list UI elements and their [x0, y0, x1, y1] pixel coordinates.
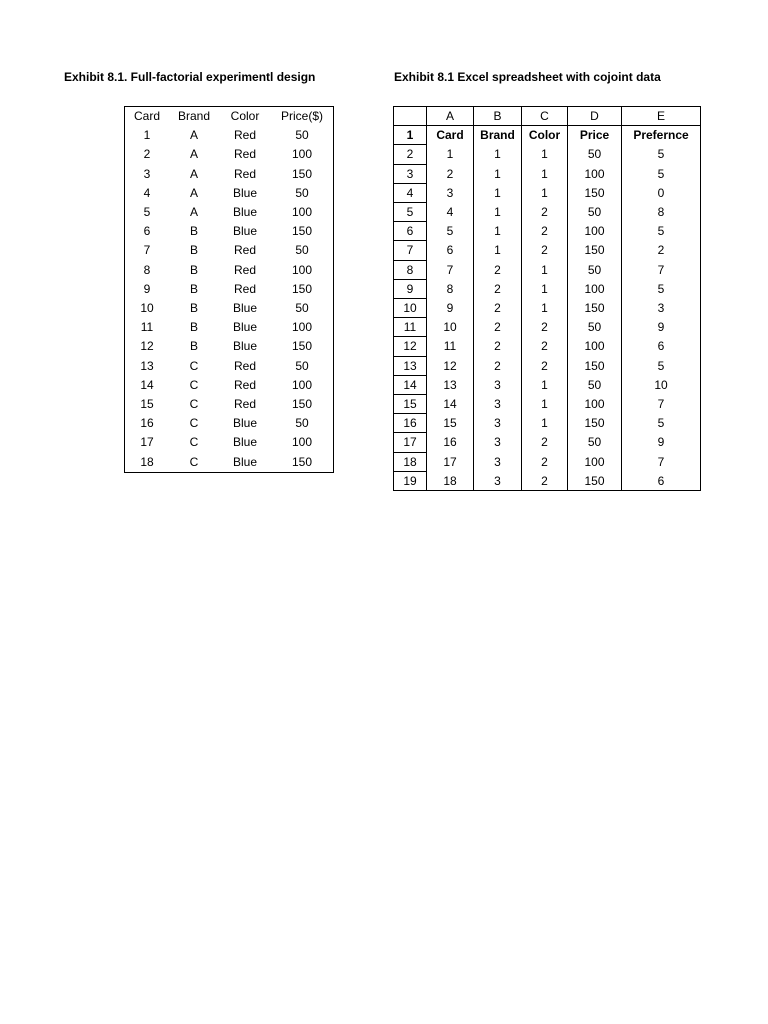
spreadsheet-cell: 11: [427, 337, 474, 356]
table-row: [125, 165, 334, 184]
spreadsheet-cell: 150: [568, 183, 622, 202]
row-number: 12: [394, 337, 427, 356]
table-cell: 11: [140, 320, 154, 335]
table-cell: 150: [291, 397, 313, 412]
table-cell: 3: [143, 166, 151, 181]
spreadsheet-cell: 12: [427, 356, 474, 375]
spreadsheet-row: [394, 318, 701, 337]
spreadsheet-cell: 50: [568, 433, 622, 452]
table-cell: Blue: [232, 185, 258, 200]
spreadsheet-row: [394, 260, 701, 279]
spreadsheet-cell: 5: [622, 279, 701, 298]
column-letter: C: [522, 107, 568, 126]
table-cell: C: [189, 454, 199, 469]
table-row: [125, 126, 334, 145]
spreadsheet-cell: 1: [474, 183, 522, 202]
table-cell: 150: [291, 454, 313, 469]
spreadsheet-row: [394, 183, 701, 202]
table-cell: Red: [233, 358, 256, 373]
table-header-row: [125, 107, 334, 127]
table-cell: Red: [233, 166, 256, 181]
spreadsheet-cell: 5: [622, 145, 701, 164]
table-row: [125, 357, 334, 376]
table-cell: Red: [233, 281, 256, 296]
spreadsheet-cell: 15: [427, 414, 474, 433]
table-cell: C: [189, 397, 199, 412]
column-letter: A: [427, 107, 474, 126]
spreadsheet-cell: Card: [427, 126, 474, 145]
spreadsheet-cell: 3: [474, 452, 522, 471]
spreadsheet-cell: 1: [427, 145, 474, 164]
table-row: [125, 376, 334, 395]
spreadsheet-cell: 150: [568, 356, 622, 375]
table-row: [125, 280, 334, 299]
spreadsheet-cell: 150: [568, 471, 622, 490]
table-cell: C: [189, 358, 199, 373]
spreadsheet-row: [394, 299, 701, 318]
table-cell: B: [189, 281, 198, 296]
table-cell: B: [189, 339, 198, 354]
row-number: 8: [394, 260, 427, 279]
column-letter: D: [568, 107, 622, 126]
spreadsheet-row: [394, 164, 701, 183]
spreadsheet-cell: 3: [427, 183, 474, 202]
table-row: [125, 414, 334, 433]
spreadsheet-row: [394, 203, 701, 222]
spreadsheet-cell: 6: [622, 471, 701, 490]
table-cell: Red: [233, 377, 256, 392]
spreadsheet-cell: 8: [622, 203, 701, 222]
table-cell: B: [189, 262, 198, 277]
column-header: Price($): [280, 109, 323, 123]
row-number: 5: [394, 203, 427, 222]
spreadsheet-cell: 14: [427, 395, 474, 414]
spreadsheet-cell: 5: [622, 164, 701, 183]
spreadsheet-cell: 2: [522, 337, 568, 356]
row-number: 11: [394, 318, 427, 337]
spreadsheet-cell: 2: [522, 452, 568, 471]
table-cell: A: [189, 205, 198, 220]
spreadsheet-cell: 1: [522, 164, 568, 183]
spreadsheet-table: [393, 106, 701, 491]
table-cell: 10: [140, 301, 154, 316]
spreadsheet-cell: 2: [522, 356, 568, 375]
spreadsheet-cell: 100: [568, 337, 622, 356]
table-cell: 100: [291, 320, 313, 335]
spreadsheet-cell: 2: [474, 356, 522, 375]
spreadsheet-row: [394, 356, 701, 375]
spreadsheet-cell: 0: [622, 183, 701, 202]
spreadsheet-cell: 1: [522, 299, 568, 318]
table-row: [125, 337, 334, 356]
row-number: 13: [394, 356, 427, 375]
spreadsheet-cell: 4: [427, 203, 474, 222]
spreadsheet-row: [394, 395, 701, 414]
spreadsheet-cell: 5: [427, 222, 474, 241]
row-number: 10: [394, 299, 427, 318]
row-number: 15: [394, 395, 427, 414]
spreadsheet-cell: Prefernce: [622, 126, 701, 145]
spreadsheet-row: [394, 375, 701, 394]
spreadsheet-cell: 1: [522, 145, 568, 164]
spreadsheet-cell: 2: [522, 222, 568, 241]
spreadsheet-row: [394, 452, 701, 471]
spreadsheet-cell: 3: [622, 299, 701, 318]
table-cell: Blue: [232, 454, 258, 469]
table-row: [125, 145, 334, 164]
spreadsheet-cell: 2: [474, 318, 522, 337]
table-cell: Blue: [232, 320, 258, 335]
table-cell: Red: [233, 243, 256, 258]
spreadsheet-cell: 3: [474, 471, 522, 490]
table-cell: 16: [140, 416, 154, 431]
spreadsheet-cell: 16: [427, 433, 474, 452]
table-row: [125, 261, 334, 280]
table-cell: 5: [143, 205, 151, 220]
spreadsheet-row: [394, 279, 701, 298]
table-cell: 50: [295, 128, 309, 143]
table-cell: B: [189, 224, 198, 239]
table-cell: B: [189, 301, 198, 316]
spreadsheet-cell: 1: [522, 414, 568, 433]
spreadsheet-cell: 2: [474, 279, 522, 298]
row-number: 1: [394, 126, 427, 145]
spreadsheet-row: [394, 471, 701, 490]
spreadsheet-header-row: [394, 126, 701, 145]
table-cell: Blue: [232, 435, 258, 450]
table-cell: 50: [295, 185, 309, 200]
spreadsheet-cell: 1: [522, 279, 568, 298]
spreadsheet-row: [394, 414, 701, 433]
spreadsheet-cell: 50: [568, 260, 622, 279]
table-cell: Blue: [232, 339, 258, 354]
table-cell: 150: [291, 281, 313, 296]
row-number: 7: [394, 241, 427, 260]
row-number: 19: [394, 471, 427, 490]
spreadsheet-cell: Brand: [474, 126, 522, 145]
table-cell: Red: [233, 128, 256, 143]
table-cell: 150: [291, 166, 313, 181]
spreadsheet-cell: 1: [522, 375, 568, 394]
spreadsheet-cell: 17: [427, 452, 474, 471]
table-cell: 6: [143, 224, 151, 239]
spreadsheet-cell: 9: [622, 433, 701, 452]
table-cell: Blue: [232, 301, 258, 316]
spreadsheet-cell: 100: [568, 395, 622, 414]
table-row: [125, 222, 334, 241]
row-number: 6: [394, 222, 427, 241]
table-cell: 100: [291, 435, 313, 450]
table-row: [125, 318, 334, 337]
spreadsheet-cell: 100: [568, 222, 622, 241]
spreadsheet-cell: 18: [427, 471, 474, 490]
spreadsheet-cell: 1: [474, 222, 522, 241]
table-cell: B: [189, 320, 198, 335]
table-cell: 2: [143, 147, 151, 162]
exhibit-title-factorial: Exhibit 8.1. Full-factorial experimentl design: [64, 70, 316, 84]
table-row: [125, 184, 334, 203]
table-row: [125, 203, 334, 222]
table-cell: A: [189, 147, 198, 162]
table-cell: Blue: [232, 224, 258, 239]
spreadsheet-cell: 1: [474, 145, 522, 164]
table-cell: 8: [143, 262, 151, 277]
table-row: [125, 433, 334, 452]
row-number: 16: [394, 414, 427, 433]
table-row: [125, 453, 334, 473]
spreadsheet-cell: 2: [474, 260, 522, 279]
table-cell: 18: [140, 454, 154, 469]
table-cell: 100: [291, 262, 313, 277]
spreadsheet-cell: 50: [568, 375, 622, 394]
table-cell: 4: [143, 185, 151, 200]
table-cell: 50: [295, 416, 309, 431]
spreadsheet-cell: 50: [568, 145, 622, 164]
spreadsheet-cell: 1: [522, 260, 568, 279]
table-cell: Red: [233, 147, 256, 162]
table-cell: Blue: [232, 205, 258, 220]
spreadsheet-cell: 150: [568, 241, 622, 260]
spreadsheet-cell: 150: [568, 299, 622, 318]
table-cell: C: [189, 435, 199, 450]
table-cell: Red: [233, 262, 256, 277]
row-number: 14: [394, 375, 427, 394]
row-number: 9: [394, 279, 427, 298]
table-cell: B: [189, 243, 198, 258]
spreadsheet-cell: 6: [622, 337, 701, 356]
table-cell: 150: [291, 339, 313, 354]
table-cell: Blue: [232, 416, 258, 431]
spreadsheet-cell: 2: [522, 471, 568, 490]
spreadsheet-cell: 2: [474, 299, 522, 318]
spreadsheet-cell: 10: [427, 318, 474, 337]
spreadsheet-cell: 150: [568, 414, 622, 433]
spreadsheet-cell: Price: [568, 126, 622, 145]
spreadsheet-cell: 2: [522, 433, 568, 452]
table-cell: Red: [233, 397, 256, 412]
table-row: [125, 395, 334, 414]
spreadsheet-cell: 2: [427, 164, 474, 183]
table-row: [125, 241, 334, 260]
table-cell: 100: [291, 205, 313, 220]
spreadsheet-cell: 1: [522, 183, 568, 202]
column-header: Brand: [177, 109, 211, 123]
row-number: 4: [394, 183, 427, 202]
exhibit-title-spreadsheet: Exhibit 8.1 Excel spreadsheet with cojoint data: [394, 70, 661, 84]
spreadsheet-row: [394, 241, 701, 260]
table-cell: 50: [295, 358, 309, 373]
spreadsheet-cell: Color: [522, 126, 568, 145]
table-cell: 100: [291, 377, 313, 392]
table-cell: 1: [143, 128, 151, 143]
spreadsheet-cell: 1: [474, 164, 522, 183]
spreadsheet-cell: 7: [622, 260, 701, 279]
spreadsheet-cell: 2: [522, 241, 568, 260]
table-cell: C: [189, 416, 199, 431]
table-cell: 150: [291, 224, 313, 239]
spreadsheet-cell: 7: [622, 452, 701, 471]
spreadsheet-cell: 7: [427, 260, 474, 279]
spreadsheet-cell: 3: [474, 433, 522, 452]
spreadsheet-cell: 100: [568, 452, 622, 471]
corner-cell: [394, 107, 427, 126]
spreadsheet-cell: 13: [427, 375, 474, 394]
table-cell: 50: [295, 301, 309, 316]
spreadsheet-cell: 9: [427, 299, 474, 318]
spreadsheet-row: [394, 145, 701, 164]
spreadsheet-cell: 6: [427, 241, 474, 260]
spreadsheet-row: [394, 337, 701, 356]
table-cell: 15: [140, 397, 154, 412]
spreadsheet-cell: 7: [622, 395, 701, 414]
table-cell: A: [189, 166, 198, 181]
spreadsheet-cell: 9: [622, 318, 701, 337]
table-cell: 12: [140, 339, 154, 354]
column-letter: E: [622, 107, 701, 126]
spreadsheet-cell: 1: [474, 241, 522, 260]
spreadsheet-cell: 1: [474, 203, 522, 222]
spreadsheet-cell: 2: [522, 318, 568, 337]
table-cell: C: [189, 377, 199, 392]
row-number: 3: [394, 164, 427, 183]
spreadsheet-cell: 1: [522, 395, 568, 414]
table-row: [125, 299, 334, 318]
spreadsheet-cell: 3: [474, 395, 522, 414]
column-letter: B: [474, 107, 522, 126]
spreadsheet-cell: 3: [474, 375, 522, 394]
spreadsheet-cell: 8: [427, 279, 474, 298]
spreadsheet-cell: 5: [622, 222, 701, 241]
spreadsheet-row: [394, 222, 701, 241]
table-cell: 7: [143, 243, 151, 258]
table-cell: 13: [140, 358, 154, 373]
table-cell: 9: [143, 281, 151, 296]
spreadsheet-cell: 50: [568, 203, 622, 222]
spreadsheet-cell: 2: [622, 241, 701, 260]
spreadsheet-cell: 2: [522, 203, 568, 222]
row-number: 18: [394, 452, 427, 471]
table-cell: 50: [295, 243, 309, 258]
column-letter-row: [394, 107, 701, 126]
spreadsheet-cell: 100: [568, 279, 622, 298]
table-cell: A: [189, 128, 198, 143]
spreadsheet-cell: 2: [474, 337, 522, 356]
spreadsheet-cell: 3: [474, 414, 522, 433]
spreadsheet-cell: 10: [622, 375, 701, 394]
row-number: 2: [394, 145, 427, 164]
factorial-design-table: [124, 106, 334, 473]
column-header: Card: [133, 109, 160, 123]
table-cell: 14: [140, 377, 154, 392]
spreadsheet-cell: 100: [568, 164, 622, 183]
spreadsheet-row: [394, 433, 701, 452]
table-cell: 100: [291, 147, 313, 162]
row-number: 17: [394, 433, 427, 452]
spreadsheet-cell: 5: [622, 356, 701, 375]
column-header: Color: [230, 109, 260, 123]
table-cell: 17: [140, 435, 154, 450]
table-cell: A: [189, 185, 198, 200]
spreadsheet-cell: 50: [568, 318, 622, 337]
spreadsheet-cell: 5: [622, 414, 701, 433]
